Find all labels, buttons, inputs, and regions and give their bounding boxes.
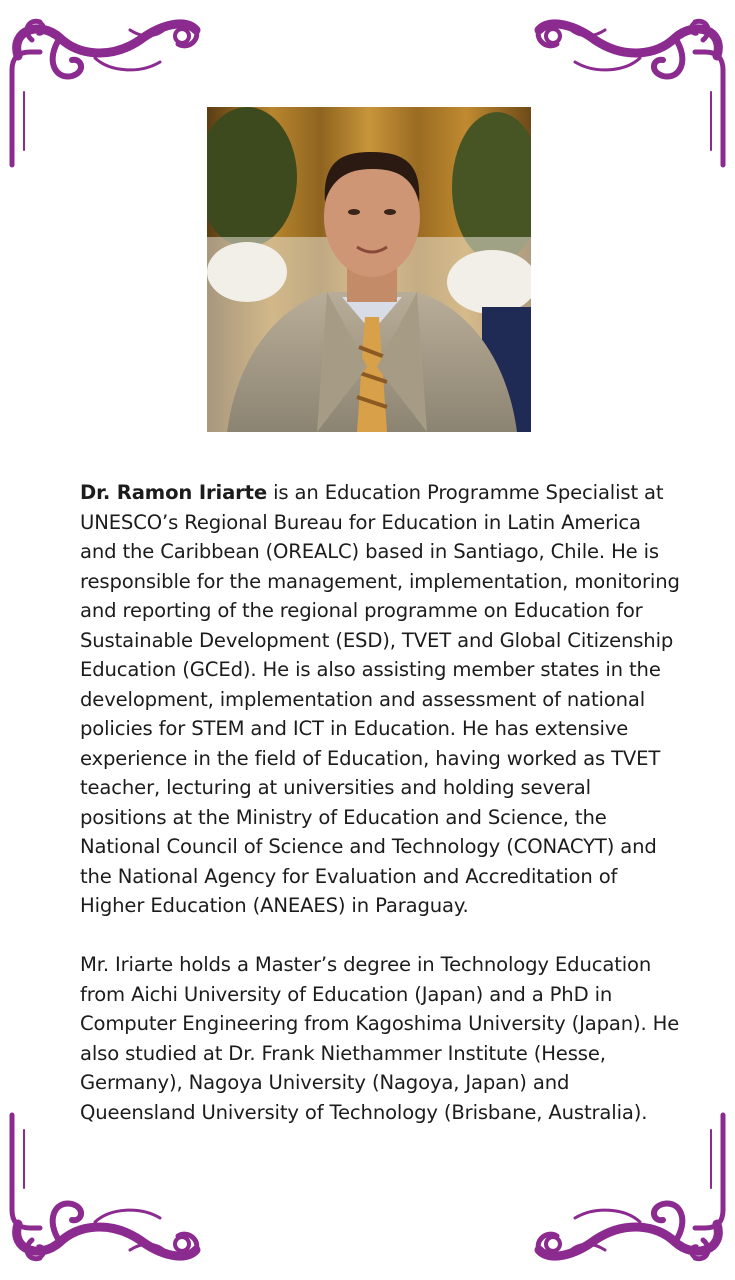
corner-ornament-top-left (0, 0, 210, 170)
bio-paragraph-2: Mr. Iriarte holds a Master’s degree in Technology Education from Aichi University of Education (Japan) and a PhD in Computer Engineering from Kagoshima University (Japan). He also studied at Dr. Frank Niethammer Institute (Hesse, Germany), Nagoya University (Nagoya, Japan) and Queensland University of Technology (Brisbane, Australia). (80, 953, 680, 1124)
flourish-icon (525, 0, 735, 170)
bio-paragraph-1-text: is an Education Programme Specialist at UNESCO’s Regional Bureau for Education in Latin America and the Caribbean (OREALC) based in Santiago, Chile. He is responsible for the management, implementation, monitoring and reporting of the regional programme on Education for Sustainable Development (ESD), TVET and Global Citizenship Education (GCEd). He is also assisting member states in the development, implementation and assessment of national policies for STEM and ICT in Education. He has extensive experience in the field of Education, having worked as TVET teacher, lecturing at universities and holding several positions at the Ministry of Education and Science, the National Council of Science and Technology (CONACYT) and the National Agency for Evaluation and Accreditation of Higher Education (ANEAES) in Paraguay. (80, 481, 680, 917)
speaker-name: Dr. Ramon Iriarte (80, 481, 268, 504)
flourish-icon (0, 1110, 210, 1280)
corner-ornament-bottom-right (525, 1110, 735, 1280)
flourish-icon (0, 0, 210, 170)
corner-ornament-top-right (525, 0, 735, 170)
bio-paragraph-1 (80, 478, 680, 921)
flourish-icon (525, 1110, 735, 1280)
corner-ornament-bottom-left (0, 1110, 210, 1280)
portrait-photo (207, 107, 531, 432)
biography (80, 478, 680, 1127)
